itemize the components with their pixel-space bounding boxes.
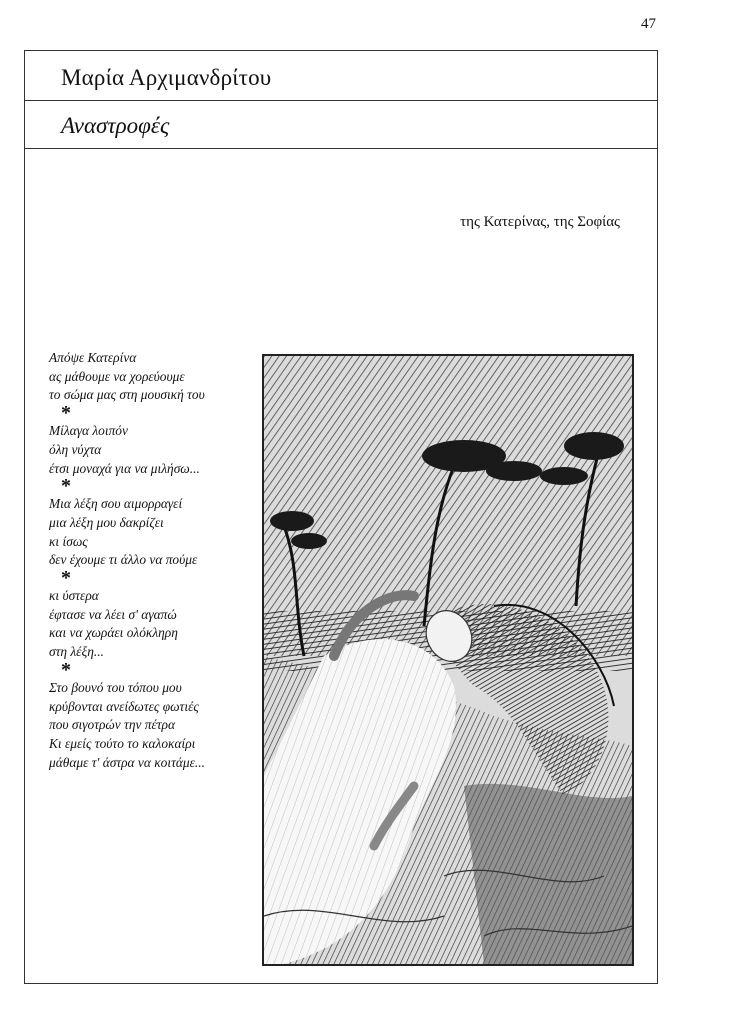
poem-line: Κι εμείς τούτο το καλοκαίρι bbox=[49, 735, 196, 751]
page-frame bbox=[24, 50, 658, 984]
poem-line: κι ίσως bbox=[49, 533, 88, 549]
poem-line: Μια λέξη σου αιμορραγεί bbox=[49, 496, 183, 512]
dedication: της Κατερίνας, της Σοφίας bbox=[460, 214, 620, 230]
poem-line: κι ύστερα bbox=[49, 588, 99, 604]
poem-line: δεν έχουμε τι άλλο να πούμε bbox=[49, 552, 198, 568]
poem-line: μια λέξη μου δακρίζει bbox=[49, 514, 164, 530]
stanza-separator: * bbox=[61, 567, 71, 590]
poem-line: όλη νύχτα bbox=[49, 441, 102, 457]
poem-line: Μίλαγα λοιπόν bbox=[49, 423, 128, 439]
poem-line: έφτασε να λέει σ' αγαπώ bbox=[49, 606, 177, 622]
poem-line: στη λέξη... bbox=[49, 644, 104, 660]
stanza-separator: * bbox=[61, 475, 71, 498]
stanza-separator: * bbox=[61, 402, 71, 425]
storm-engraving-image bbox=[264, 356, 632, 964]
poem-line: ας μάθουμε να χορεύουμε bbox=[49, 368, 185, 384]
stanza-separator: * bbox=[61, 658, 71, 681]
author-name: Μαρία Αρχιμανδρίτου bbox=[61, 65, 272, 90]
poem-line: και να χωράει ολόκληρη bbox=[49, 625, 178, 641]
page-number: 47 bbox=[641, 16, 656, 32]
poem-line: Στο βουνό του τόπου μου bbox=[49, 679, 182, 695]
poem-line: το σώμα μας στη μουσική του bbox=[49, 387, 205, 403]
author-row bbox=[25, 51, 657, 101]
poem-line: Απόψε Κατερίνα bbox=[49, 350, 137, 365]
poem-line: έτσι μοναχά για να μιλήσω... bbox=[49, 460, 200, 476]
poem-title: Αναστροφές bbox=[61, 113, 170, 138]
title-row bbox=[25, 101, 657, 149]
poem-text bbox=[49, 349, 269, 772]
engraving-illustration bbox=[262, 354, 634, 966]
poem-line: μάθαμε τ' άστρα να κοιτάμε... bbox=[49, 754, 205, 770]
poem-line: κρύβονται ανείδωτες φωτιές bbox=[49, 698, 199, 714]
poem-line: που σιγοτρών την πέτρα bbox=[49, 717, 176, 733]
